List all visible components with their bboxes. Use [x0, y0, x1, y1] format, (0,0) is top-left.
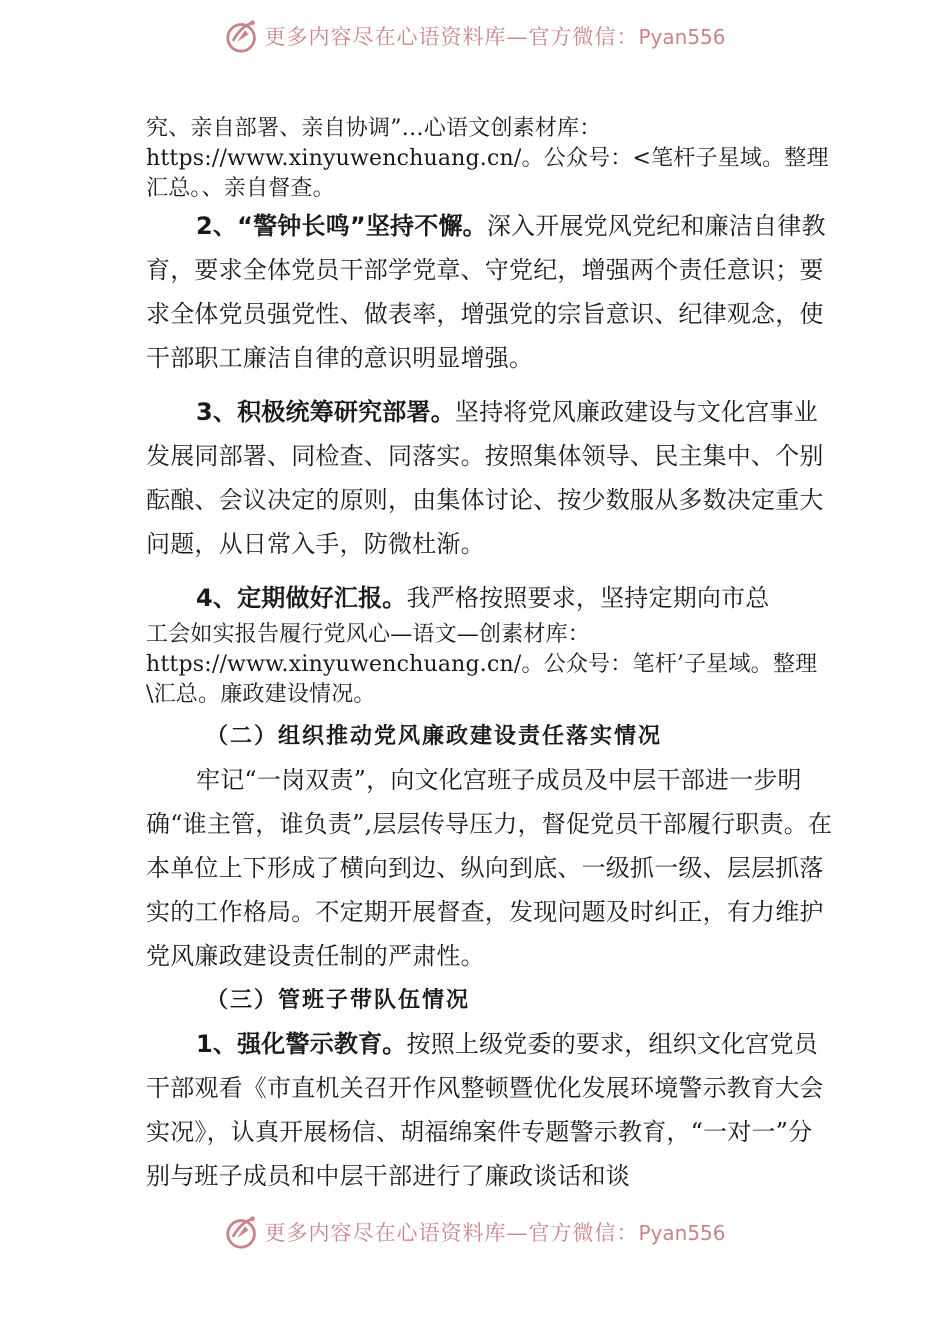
header-banner [0, 16, 950, 56]
paragraph-4 [146, 576, 836, 620]
paragraph-4-lead: 4、定期做好汇报。 [196, 584, 407, 612]
paragraph-3-lead: 3、积极统筹研究部署。 [196, 398, 455, 426]
paragraph-6-text: 按照上级党委的要求，组织文化宫党员干部观看《市直机关召开作风整顿暨优化发展环境警示教育大会实况》，认真开展杨信、胡福绵案件专题警示教育，“一对一”分别与班子成员和中层干部进行了廉政谈话和谈 [146, 1030, 824, 1190]
logo-icon [224, 1213, 262, 1251]
paragraph-3-text: 坚持将党风廉政建设与文化宫事业发展同部署、同检查、同落实。按照集体领导、民主集中、个别酝酿、会议决定的原则，由集体讨论、按少数服从多数决定重大问题，从日常入手，防微杜渐。 [146, 398, 824, 558]
section-heading-2: （二）组织推动党风廉政建设责任落实情况 [206, 723, 663, 749]
logo-icon [224, 17, 262, 55]
paragraph-4-cont: 工会如实报告履行党风心—语文—创素材库：https://www.xinyuwenchuang.cn/。公众号：笔杆’子星域。整理\汇总。廉政建设情况。 [146, 622, 818, 707]
paragraph-2-lead: 2、“警钟长鸣”坚持不懈。 [196, 212, 487, 240]
section-heading-3: （三）管班子带队伍情况 [206, 987, 471, 1013]
paragraph-2-text: 深入开展党风党纪和廉洁自律教育，要求全体党员干部学党章、守党纪，增强两个责任意识；要求全体党员强党性、做表率，增强党的宗旨意识、纪律观念，使干部职工廉洁自律的意识明显增强。 [146, 212, 826, 372]
header-banner-id: Pyan556 [638, 25, 726, 49]
footer-banner-id: Pyan556 [638, 1221, 726, 1245]
paragraph-2 [146, 204, 836, 380]
paragraph-6-lead: 1、强化警示教育。 [196, 1030, 407, 1058]
footer-banner-text: 更多内容尽在心语资料库—官方微信： [264, 1221, 639, 1245]
paragraph-6 [146, 1022, 836, 1198]
paragraph-4-text-a: 我严格按照要求，坚持定期向市总 [406, 584, 770, 612]
document-body [146, 114, 836, 1198]
header-banner-text: 更多内容尽在心语资料库—官方微信： [264, 25, 639, 49]
paragraph-5: 牢记“一岗双责”，向文化宫班子成员及中层干部进一步明确“谁主管，谁负责”,层层传导压力，督促党员干部履行职责。在本单位上下形成了横向到边、纵向到底、一级抓一级、层层抓落实的工作格局。不定期开展督查，发现问题及时纠正，有力维护党风廉政建设责任制的严肃性。 [146, 766, 833, 970]
paragraph-3 [146, 390, 836, 566]
footer-banner [0, 1212, 950, 1252]
paragraph-1: 究、亲自部署、亲自协调”…心语文创素材库：https://www.xinyuwenchuang.cn/。公众号：<笔杆子星域。整理汇总。、亲自督查。 [146, 116, 829, 201]
